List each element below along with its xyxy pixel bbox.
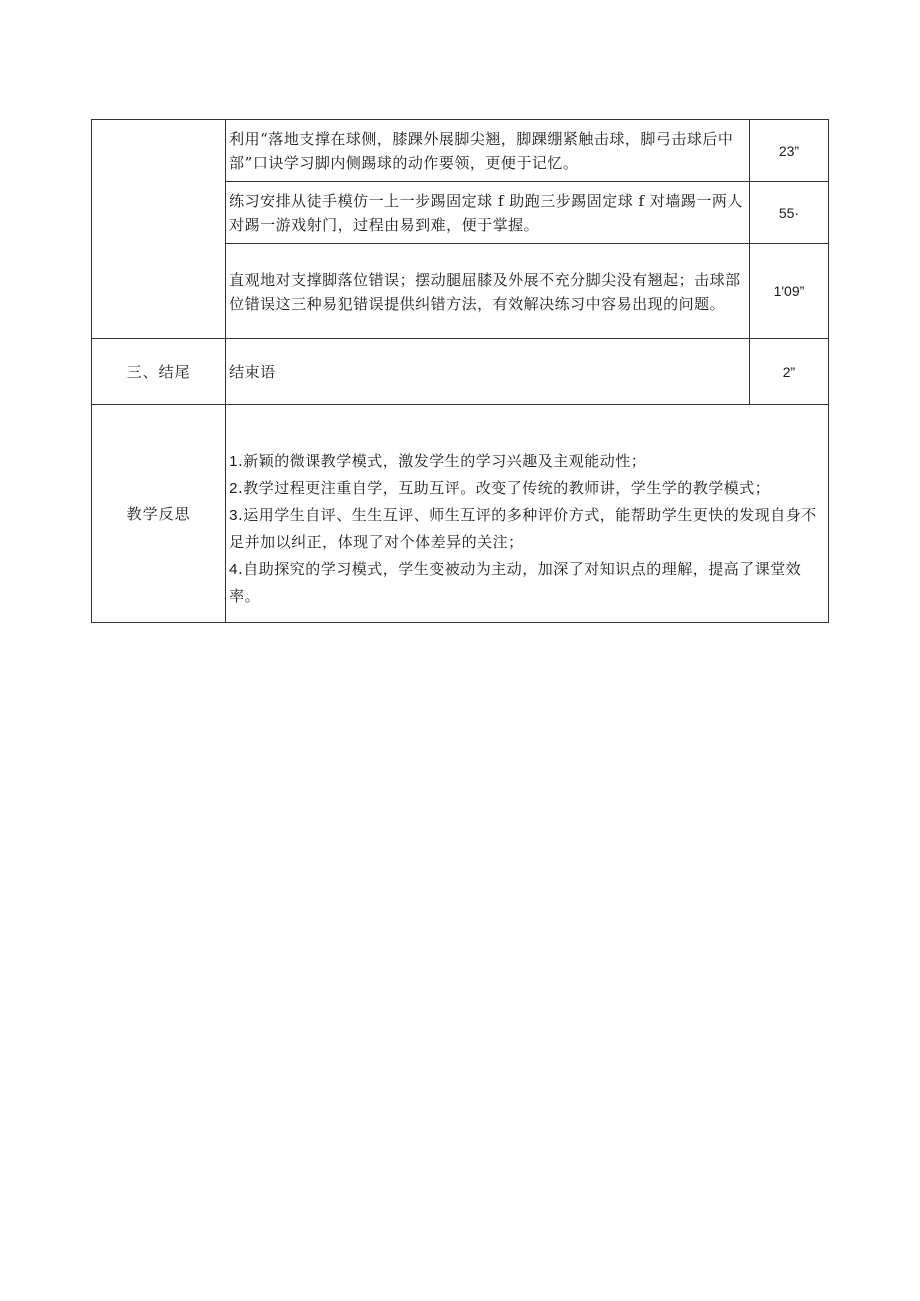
reflection-item-number: 2 (229, 480, 239, 497)
row-time: 55· (749, 182, 828, 244)
row-label (92, 120, 226, 339)
row-time: 23” (749, 120, 828, 182)
row-time: 1'09” (749, 244, 828, 339)
table-row (92, 405, 829, 623)
reflection-item (229, 556, 824, 610)
reflection-item-text: .教学过程更注重自学，互助互评。改变了传统的教师讲，学生学的教学模式； (238, 479, 771, 497)
row-content: 练习安排从徒手模仿一上一步踢固定球 f 助跑三步踢固定球 f 对墙踢一两人对踢一游戏射门，过程由易到难，便于掌握。 (226, 182, 750, 244)
reflection-item-text: .新颖的微课教学模式，激发学生的学习兴趣及主观能动性； (238, 452, 647, 470)
reflection-item-text: .自助探究的学习模式，学生变被动为主动，加深了对知识点的理解，提高了课堂效率。 (229, 560, 802, 605)
section-label-reflection: 教学反思 (92, 405, 226, 623)
table-row (92, 339, 829, 405)
reflection-item-number: 1 (229, 453, 239, 470)
section-label-ending: 三、结尾 (92, 339, 226, 405)
row-content: 结束语 (226, 339, 750, 405)
reflection-item-text: .运用学生自评、生生互评、师生互评的多种评价方式，能帮助学生更快的发现自身不足并加以纠正，体现了对个体差异的关注； (229, 506, 817, 551)
reflection-item (229, 448, 824, 475)
lesson-plan-table (91, 119, 829, 623)
row-time: 2” (749, 339, 828, 405)
reflection-content (226, 405, 829, 623)
row-content: 利用“落地支撑在球侧，膝踝外展脚尖翘，脚踝绷紧触击球，脚弓击球后中部”口诀学习脚内侧踢球的动作要领，更便于记忆。 (226, 120, 750, 182)
row-content: 直观地对支撑脚落位错误；摆动腿屈膝及外展不充分脚尖没有翘起；击球部位错误这三种易犯错误提供纠错方法，有效解决练习中容易出现的问题。 (226, 244, 750, 339)
reflection-item (229, 475, 824, 502)
reflection-item-number: 4 (229, 561, 239, 578)
reflection-item (229, 502, 824, 556)
reflection-item-number: 3 (229, 507, 239, 524)
table-row (92, 120, 829, 182)
